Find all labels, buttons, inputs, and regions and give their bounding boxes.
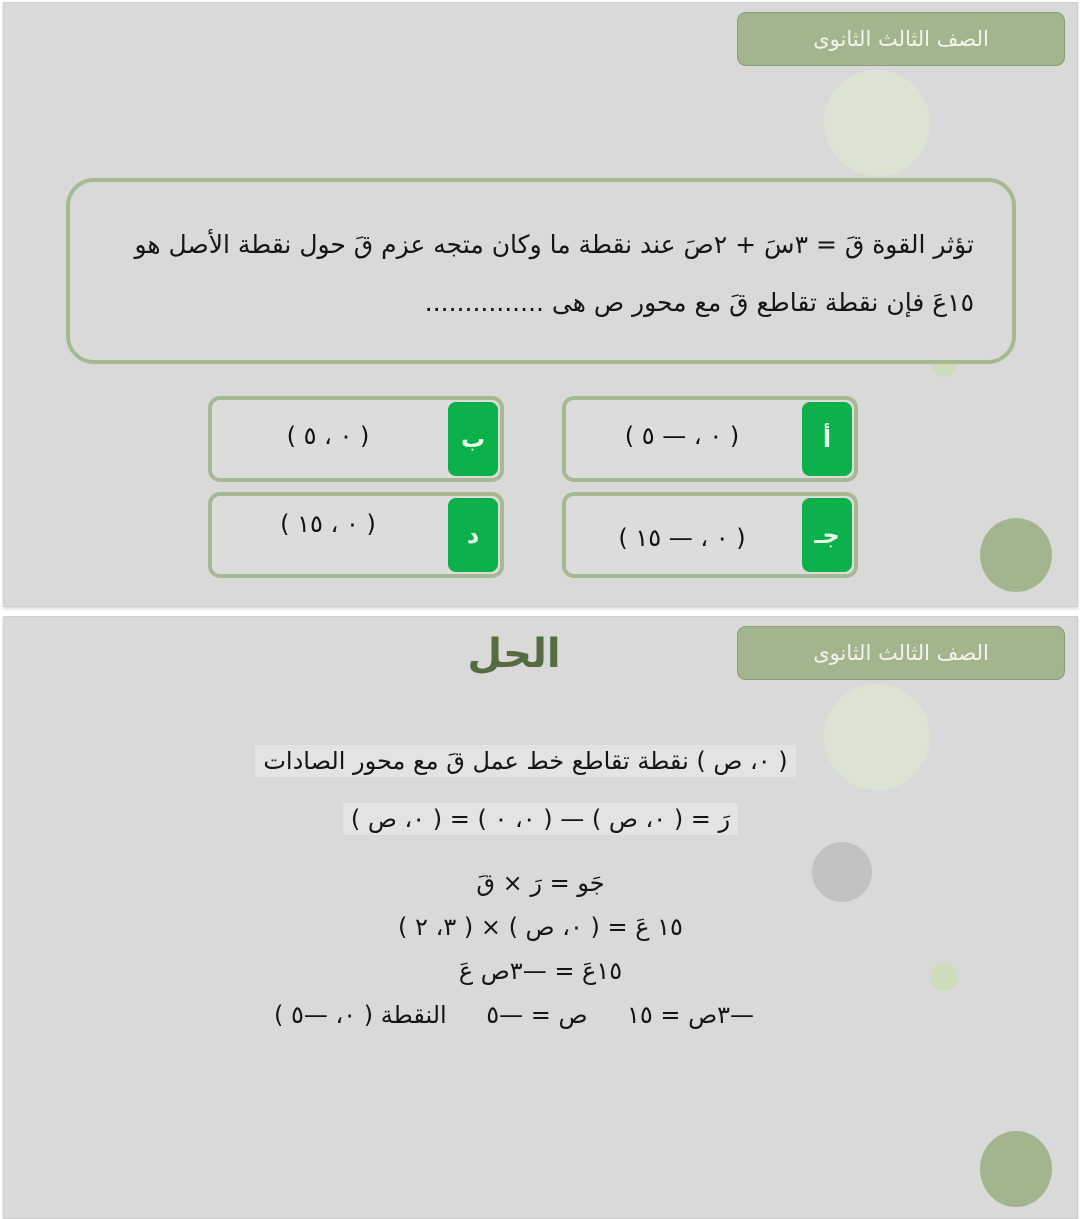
option-a-letter: أ [802,402,852,476]
grade-badge: الصف الثالث الثانوى [737,626,1065,680]
solution-step-5-text: ١٥عَ = —٣ص عَ [458,957,623,985]
final-equation-2: ص = —٥ [486,1001,588,1029]
solution-step-2 [4,805,1077,833]
option-d-letter: د [448,498,498,572]
solution-step-4 [4,913,1077,941]
final-point: النقطة ( ٠، —٥ ) [274,1001,447,1029]
solution-title: الحل [467,631,561,677]
solution-slide [3,616,1078,1219]
solution-step-5 [4,957,1077,985]
final-answer-row [274,1001,754,1029]
decorative-circle-large-light [824,70,930,176]
question-text-line-2: ١٥عَ فإن نقطة تقاطع قَ مع محور ص هى ............... [424,288,974,317]
decorative-circle-dark [980,1131,1052,1207]
grade-badge: الصف الثالث الثانوى [737,12,1065,66]
solution-step-3 [4,869,1077,897]
option-c-value: ( ٠ ، — ١٥ ) [618,524,746,552]
option-a-value: ( ٠ ، — ٥ ) [624,422,740,450]
solution-step-2-text: رَ = ( ٠، ص ) — ( ٠، ٠ ) = ( ٠، ص ) [343,803,738,835]
question-box [66,178,1016,364]
option-b-value: ( ٠ ، ٥ ) [286,422,370,450]
solution-step-4-text: ١٥ عَ = ( ٠، ص ) × ( ٣، ٢ ) [398,913,683,941]
solution-step-3-text: جَو = رَ × قَ [476,869,605,897]
solution-step-1-text: ( ٠، ص ) نقطة تقاطع خط عمل قَ مع محور الصادات [255,745,795,777]
option-c-letter: جـ [802,498,852,572]
solution-step-1 [3,747,1077,775]
final-equation-1: —٣ص = ١٥ [626,1001,754,1029]
option-d[interactable] [208,492,504,578]
option-a[interactable] [562,396,858,482]
question-text-line-1: تؤثر القوة قَ = ٣سَ + ٢صَ عند نقطة ما وكان متجه عزم قَ حول نقطة الأصل هو [134,230,974,259]
option-b-letter: ب [448,402,498,476]
option-d-value: ( ٠ ، ١٥ ) [280,510,376,538]
option-b[interactable] [208,396,504,482]
question-slide [3,2,1078,607]
decorative-circle-dark [980,518,1052,592]
option-c[interactable] [562,492,858,578]
